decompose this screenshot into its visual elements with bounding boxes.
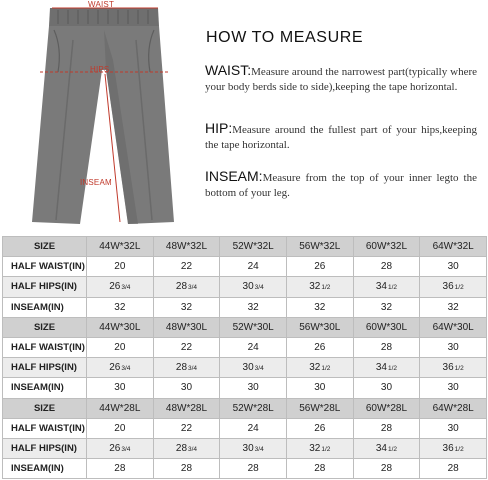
cell-fraction: 3/4 [121,445,131,453]
table-cell [286,418,353,438]
table-cell [220,378,287,398]
size-header-label: SIZE [3,317,87,337]
cell-value: 32 [309,362,321,374]
cell-value: 24 [247,261,259,273]
cell-value: 22 [180,342,193,354]
cell-value: 28 [175,442,188,454]
inseam-instruction [205,169,477,201]
table-cell [153,297,220,317]
cell-value: 28 [180,463,193,475]
table-cell [420,459,487,479]
cell-value: 24 [247,422,259,434]
cell-fraction: 1/2 [321,445,331,453]
table-cell [420,358,487,378]
table-cell [286,297,353,317]
table-cell [353,297,420,317]
cell-value: 26 [109,281,121,293]
table-cell [420,257,487,277]
table-cell [220,438,287,458]
cell-fraction: 1/2 [454,284,464,292]
cell-value: 28 [314,463,326,475]
table-cell [87,378,154,398]
table-cell [220,297,287,317]
cell-value: 30 [314,382,326,394]
size-header-cell: 44W*30L [87,317,154,337]
table-row [3,277,487,297]
cell-value: 32 [447,301,459,313]
cell-value: 34 [375,442,387,454]
table-cell [286,438,353,458]
table-row [3,337,487,357]
cell-value: 26 [109,362,121,374]
cell-value: 28 [447,463,459,475]
cell-value: 28 [247,463,259,475]
measurement-figure [0,0,488,232]
table-cell [220,277,287,297]
cell-value: 28 [175,281,188,293]
cell-value: 26 [109,442,121,454]
cell-value: 30 [114,382,126,394]
table-cell [353,337,420,357]
table-cell [420,378,487,398]
size-header-cell: 48W*30L [153,317,220,337]
cell-value: 36 [442,362,454,374]
hip-text: Measure around the fullest part of your hips,keeping the tape horizontal. [205,124,477,151]
table-cell [220,418,287,438]
table-cell [87,418,154,438]
hips-label: HIPS [90,65,110,74]
table-cell [420,418,487,438]
table-cell [87,277,154,297]
table-cell [220,459,287,479]
size-header-cell: 64W*30L [420,317,487,337]
cell-value: 28 [380,422,393,434]
table-row [3,438,487,458]
size-chart-table [2,236,487,479]
cell-fraction: 3/4 [254,445,264,453]
cell-value: 30 [447,342,459,354]
size-header-cell: 48W*28L [153,398,220,418]
cell-value: 36 [442,442,454,454]
row-label: HALF WAIST(IN) [3,418,87,438]
table-cell [87,297,154,317]
size-header-cell: 52W*30L [220,317,287,337]
cell-value: 22 [180,422,193,434]
table-cell [286,459,353,479]
hip-term: HIP: [205,120,233,136]
row-label: INSEAM(IN) [3,459,87,479]
cell-fraction: 3/4 [254,284,264,292]
row-label: HALF WAIST(IN) [3,337,87,357]
waist-label: WAIST [88,0,115,9]
cell-value: 30 [447,261,459,273]
row-label: HALF HIPS(IN) [3,277,87,297]
size-header-row [3,317,487,337]
table-cell [87,358,154,378]
table-cell [220,337,287,357]
size-header-cell: 44W*28L [87,398,154,418]
size-header-cell: 64W*32L [420,237,487,257]
inseam-term: INSEAM: [205,168,263,184]
table-cell [420,277,487,297]
cell-value: 30 [242,442,254,454]
size-header-cell: 56W*28L [286,398,353,418]
size-header-label: SIZE [3,237,87,257]
pants-waistband [49,8,159,26]
cell-value: 28 [380,261,393,273]
cell-value: 30 [380,382,393,394]
cell-fraction: 1/2 [454,365,464,373]
cell-value: 28 [175,362,188,374]
row-label: HALF WAIST(IN) [3,257,87,277]
table-cell [286,337,353,357]
table-row [3,418,487,438]
table-cell [153,358,220,378]
size-header-cell: 52W*28L [220,398,287,418]
row-label: INSEAM(IN) [3,378,87,398]
cell-value: 32 [247,301,259,313]
table-cell [87,337,154,357]
cell-fraction: 1/2 [321,284,331,292]
waist-instruction [205,63,477,95]
size-header-label: SIZE [3,398,87,418]
table-cell [153,438,220,458]
row-label: INSEAM(IN) [3,297,87,317]
cell-value: 26 [314,342,326,354]
waist-term: WAIST: [205,62,252,78]
size-header-cell: 48W*32L [153,237,220,257]
cell-value: 32 [180,301,193,313]
size-header-cell: 60W*32L [353,237,420,257]
cell-value: 28 [380,342,393,354]
table-row [3,358,487,378]
table-cell [420,337,487,357]
cell-value: 32 [309,281,321,293]
cell-fraction: 1/2 [387,284,398,292]
cell-value: 24 [247,342,259,354]
cell-value: 26 [314,422,326,434]
table-cell [153,277,220,297]
cell-value: 26 [314,261,326,273]
cell-value: 36 [442,281,454,293]
cell-value: 30 [247,382,259,394]
size-header-cell: 52W*32L [220,237,287,257]
cell-value: 22 [180,261,193,273]
table-row [3,297,487,317]
table-row [3,257,487,277]
table-cell [353,459,420,479]
row-label: HALF HIPS(IN) [3,358,87,378]
cell-value: 32 [309,442,321,454]
size-header-cell: 64W*28L [420,398,487,418]
size-header-cell: 44W*32L [87,237,154,257]
table-cell [153,337,220,357]
table-cell [87,459,154,479]
cell-value: 34 [375,281,387,293]
table-cell [353,418,420,438]
table-cell [153,257,220,277]
cell-value: 32 [314,301,326,313]
size-header-cell: 60W*28L [353,398,420,418]
size-header-cell: 56W*32L [286,237,353,257]
cell-value: 20 [114,422,126,434]
table-cell [220,358,287,378]
cell-fraction: 3/4 [254,365,264,373]
cell-value: 30 [242,281,254,293]
table-cell [153,378,220,398]
table-cell [353,277,420,297]
table-cell [420,438,487,458]
cell-value: 30 [180,382,193,394]
cell-value: 20 [114,342,126,354]
cell-value: 30 [447,382,459,394]
table-cell [353,358,420,378]
table-cell [87,257,154,277]
cell-value: 32 [114,301,126,313]
pants-body [32,26,174,224]
waist-text: Measure around the narrowest part(typically where your body berds side to side),keeping the tape horizontal. [205,66,477,93]
cell-value: 30 [447,422,459,434]
hip-instruction [205,121,477,153]
cell-fraction: 3/4 [188,365,198,373]
cell-value: 28 [114,463,126,475]
cell-fraction: 3/4 [121,365,131,373]
inseam-text: Measure from the top of your inner legto the bottom of your leg. [205,172,477,199]
row-label: HALF HIPS(IN) [3,438,87,458]
size-header-cell: 60W*30L [353,317,420,337]
inseam-label: INSEAM [80,178,112,187]
cell-fraction: 1/2 [387,365,398,373]
cell-fraction: 1/2 [321,365,331,373]
size-header-row [3,237,487,257]
table-cell [353,257,420,277]
table-cell [353,438,420,458]
cell-fraction: 3/4 [121,284,131,292]
size-header-cell: 56W*30L [286,317,353,337]
table-row [3,378,487,398]
table-cell [353,378,420,398]
cell-value: 20 [114,261,126,273]
table-cell [420,297,487,317]
table-cell [153,459,220,479]
cell-value: 32 [380,301,393,313]
pants-illustration [18,0,188,232]
table-row [3,459,487,479]
cell-value: 28 [380,463,393,475]
how-to-measure-title: HOW TO MEASURE [206,29,364,46]
table-cell [286,358,353,378]
cell-fraction: 1/2 [454,445,464,453]
cell-fraction: 1/2 [387,445,398,453]
cell-value: 34 [375,362,387,374]
cell-fraction: 3/4 [188,445,198,453]
table-cell [87,438,154,458]
cell-value: 30 [242,362,254,374]
table-cell [286,378,353,398]
cell-fraction: 3/4 [188,284,198,292]
table-cell [153,418,220,438]
table-cell [286,257,353,277]
table-cell [286,277,353,297]
size-chart-body [3,237,487,479]
table-cell [220,257,287,277]
size-header-row [3,398,487,418]
